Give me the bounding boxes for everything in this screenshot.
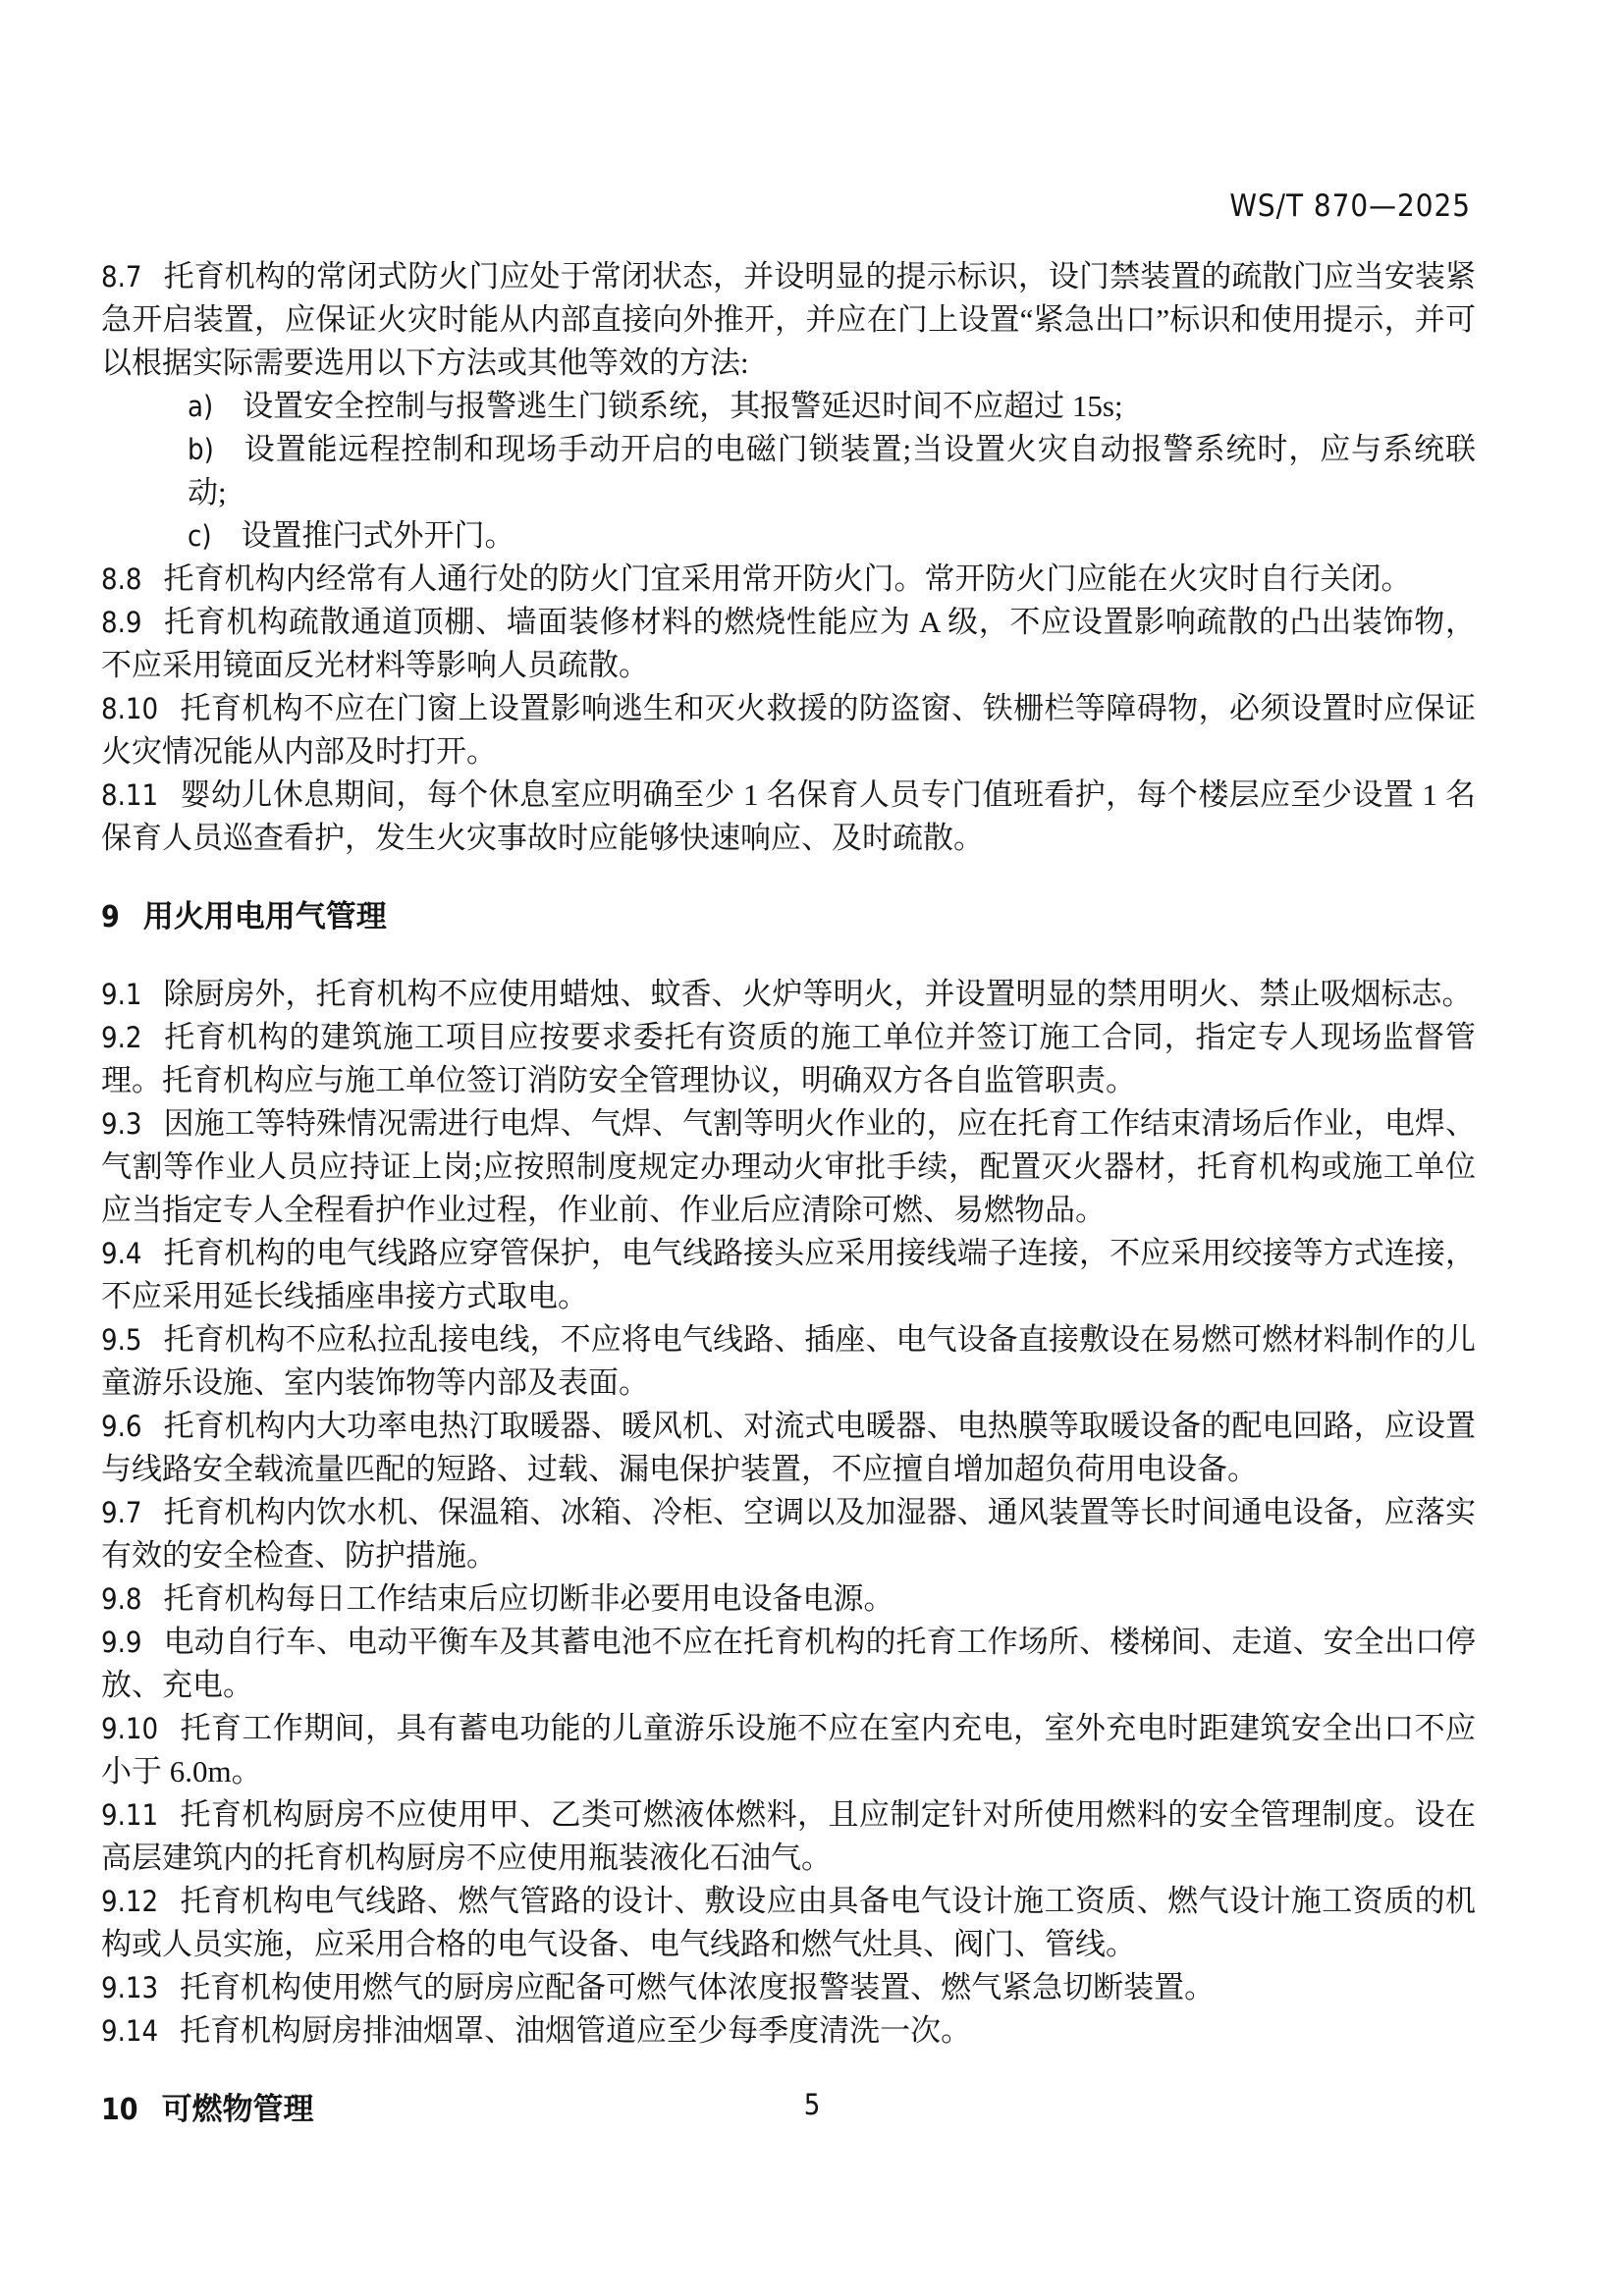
clause-number: 9.6: [101, 1410, 142, 1443]
method-item-a: [101, 385, 1476, 428]
clause-8-10: [101, 687, 1476, 774]
clause-number: 8.10: [101, 692, 159, 725]
item-text: 设置推闩式外开门。: [241, 518, 515, 553]
clause-number: 9.12: [101, 1885, 159, 1918]
clause-text: 托育机构厨房不应使用甲、乙类可燃液体燃料，且应制定针对所使用燃料的安全管理制度。设在高层建筑内的托育机构厨房不应使用瓶装液化石油气。: [101, 1797, 1476, 1875]
clause-text: 托育机构不应私拉乱接电线，不应将电气线路、插座、电气设备直接敷设在易燃可燃材料制作的儿童游乐设施、室内装饰物等内部及表面。: [101, 1322, 1476, 1400]
clause-number: 8.7: [101, 260, 142, 294]
clause-number: 9.13: [101, 1971, 159, 2004]
clause-text: 托育机构使用燃气的厨房应配备可燃气体浓度报警装置、燃气紧急切断装置。: [180, 1970, 1216, 2004]
clause-9-8: [101, 1577, 1476, 1621]
clause-9-13: [101, 1966, 1476, 2009]
clause-9-2: [101, 1016, 1476, 1102]
section-9-heading: [101, 895, 1476, 939]
clause-9-11: [101, 1793, 1476, 1880]
clause-number: 9.9: [101, 1626, 142, 1659]
clause-8-9: [101, 601, 1476, 687]
clause-9-7: [101, 1491, 1476, 1577]
clause-9-4: [101, 1232, 1476, 1318]
item-letter: c): [188, 519, 212, 553]
clause-text: 托育机构内经常有人通行处的防火门宜采用常开防火门。常开防火门应能在火灾时自行关闭。: [163, 561, 1412, 596]
clause-text: 托育机构内大功率电热汀取暖器、暖风机、对流式电暖器、电热膜等取暖设备的配电回路，应设置与线路安全载流量匹配的短路、过载、漏电保护装置，不应擅自增加超负荷用电设备。: [101, 1409, 1476, 1486]
clause-text: 托育机构厨房排油烟罩、油烟管道应至少每季度清洗一次。: [180, 2013, 972, 2048]
clause-number: 9.10: [101, 1712, 159, 1745]
clause-number: 9.2: [101, 1021, 142, 1054]
clause-text: 托育机构的电气线路应穿管保护，电气线路接头应采用接线端子连接，不应采用绞接等方式连接，不应采用延长线插座串接方式取电。: [101, 1236, 1476, 1313]
clause-number: 9.7: [101, 1496, 142, 1529]
clause-9-1: [101, 973, 1476, 1016]
item-letter: a): [188, 390, 214, 423]
clause-9-3: [101, 1102, 1476, 1232]
clause-text: 因施工等特殊情况需进行电焊、气焊、气割等明火作业的，应在托育工作结束清场后作业，电焊、气割等作业人员应持证上岗;应按照制度规定办理动火审批手续，配置灭火器材，托育机构或施工单位应当指定专人全程看护作业过程，作业前、作业后应清除可燃、易燃物品。: [101, 1106, 1476, 1227]
standard-code: WS/T 870—2025: [1229, 188, 1471, 224]
clause-8-8: [101, 558, 1476, 601]
clause-8-11: [101, 774, 1476, 860]
page-number: 5: [803, 2088, 821, 2121]
method-item-b: [101, 428, 1476, 514]
page-content: [101, 255, 1476, 2165]
section-number: 10: [101, 2093, 138, 2127]
clause-number: 8.11: [101, 778, 159, 812]
section-title: 用火用电用气管理: [142, 899, 387, 934]
clause-9-5: [101, 1318, 1476, 1405]
clause-text: 电动自行车、电动平衡车及其蓄电池不应在托育机构的托育工作场所、楼梯间、走道、安全出口停放、充电。: [101, 1625, 1476, 1702]
clause-number: 9.14: [101, 2014, 159, 2048]
method-item-c: [101, 514, 1476, 558]
clause-text: 托育机构每日工作结束后应切断非必要用电设备电源。: [163, 1581, 894, 1616]
clause-text: 除厨房外，托育机构不应使用蜡烛、蚊香、火炉等明火，并设置明显的禁用明火、禁止吸烟标志。: [163, 977, 1473, 1011]
clause-text: 托育机构疏散通道顶棚、墙面装修材料的燃烧性能应为 A 级，不应设置影响疏散的凸出装饰物，不应采用镜面反光材料等影响人员疏散。: [101, 605, 1476, 682]
clause-text: 托育机构内饮水机、保温箱、冰箱、冷柜、空调以及加湿器、通风装置等长时间通电设备，应落实有效的安全检查、防护措施。: [101, 1495, 1476, 1573]
item-text: 设置能远程控制和现场手动开启的电磁门锁装置;当设置火灾自动报警系统时，应与系统联动;: [188, 432, 1476, 509]
clause-number: 9.8: [101, 1582, 142, 1616]
clause-number: 9.3: [101, 1107, 142, 1141]
clause-text: 托育机构电气线路、燃气管路的设计、敷设应由具备电气设计施工资质、燃气设计施工资质的机构或人员实施，应采用合格的电气设备、电气线路和燃气灶具、阀门、管线。: [101, 1884, 1476, 1961]
clause-9-14: [101, 2009, 1476, 2053]
clause-text: 婴幼儿休息期间，每个休息室应明确至少 1 名保育人员专门值班看护，每个楼层应至少设置 1 名保育人员巡查看护，发生火灾事故时应能够快速响应、及时疏散。: [101, 777, 1476, 855]
clause-number: 9.1: [101, 978, 142, 1011]
section-number: 9: [101, 900, 120, 934]
clause-9-6: [101, 1405, 1476, 1491]
clause-text: 托育机构不应在门窗上设置影响逃生和灭火救援的防盗窗、铁栅栏等障碍物，必须设置时应保证火灾情况能从内部及时打开。: [101, 691, 1476, 769]
clause-number: 9.11: [101, 1798, 159, 1832]
clause-number: 8.8: [101, 562, 142, 596]
clause-text: 托育机构的建筑施工项目应按要求委托有资质的施工单位并签订施工合同，指定专人现场监督管理。托育机构应与施工单位签订消防安全管理协议，明确双方各自监管职责。: [101, 1020, 1476, 1097]
clause-9-12: [101, 1880, 1476, 1966]
item-text: 设置安全控制与报警逃生门锁系统，其报警延迟时间不应超过 15s;: [243, 389, 1123, 423]
item-letter: b): [188, 433, 214, 466]
clause-number: 9.5: [101, 1323, 142, 1357]
clause-8-7: [101, 255, 1476, 385]
clause-9-9: [101, 1621, 1476, 1707]
clause-number: 8.9: [101, 606, 142, 639]
clause-9-10: [101, 1707, 1476, 1793]
clause-text: 托育工作期间，具有蓄电功能的儿童游乐设施不应在室内充电，室外充电时距建筑安全出口不应小于 6.0m。: [101, 1711, 1476, 1789]
clause-number: 9.4: [101, 1237, 142, 1270]
clause-text: 托育机构的常闭式防火门应处于常闭状态，并设明显的提示标识，设门禁装置的疏散门应当安装紧急开启装置，应保证火灾时能从内部直接向外推开，并应在门上设置“紧急出口”标识和使用提示，并可以根据实际需要选用以下方法或其他等效的方法:: [101, 259, 1476, 380]
section-title: 可燃物管理: [161, 2092, 314, 2127]
